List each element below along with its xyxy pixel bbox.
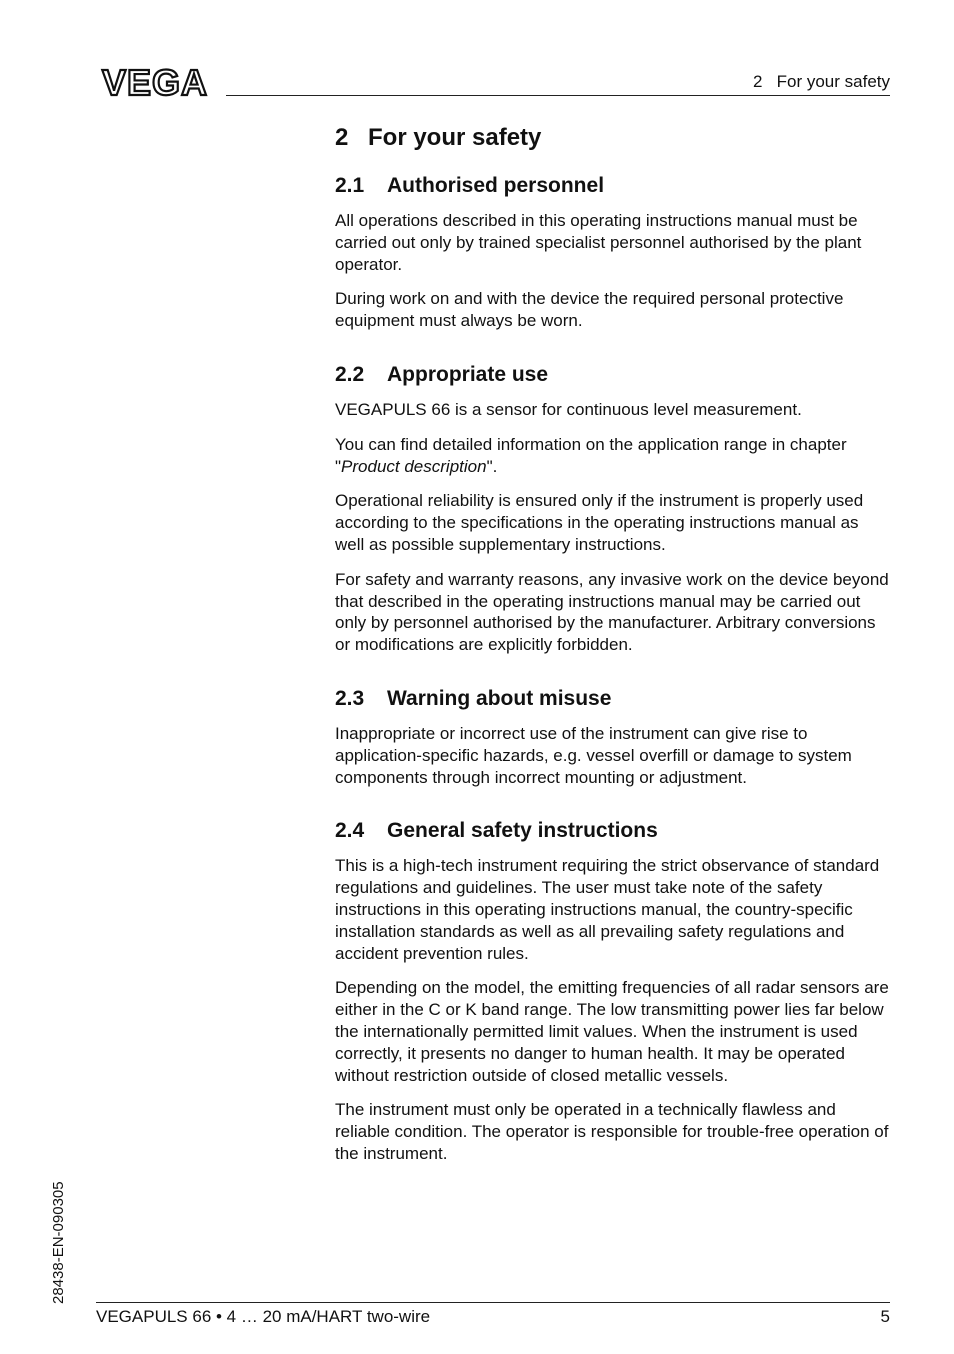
chapter-reference: Product description bbox=[341, 456, 487, 476]
paragraph: For safety and warranty reasons, any invasive work on the device beyond that described in the operating instructions manual may be carried out only by personnel authorised by the manufacturer. Arbitrary conversions or modifications are explicitly forbidden. bbox=[335, 569, 889, 655]
running-header: 2 For your safety bbox=[753, 72, 890, 91]
document-id: 28438-EN-090305 bbox=[50, 1181, 67, 1304]
page-content bbox=[335, 118, 891, 1178]
paragraph: Depending on the model, the emitting frequencies of all radar sensors are either in the C or K band range. The low transmitting power lies far below the internationally permitted limit values. When the instrument is used correctly, it presents no danger to human health. It may be operated without restriction outside of closed metallic vessels. bbox=[335, 978, 889, 1085]
page-number: 5 bbox=[880, 1307, 890, 1326]
paragraph: During work on and with the device the required personal protective equipment must always be worn. bbox=[335, 289, 844, 331]
paragraph: All operations described in this operating instructions manual must be carried out only by trained specialist personnel authorised by the plant operator. bbox=[335, 211, 862, 274]
paragraph: VEGAPULS 66 is a sensor for continuous level measurement. bbox=[335, 399, 802, 419]
chapter-heading: 2 For your safety bbox=[335, 124, 542, 151]
paragraph: The instrument must only be operated in a technically flawless and reliable condition. The operator is responsible for trouble-free operation of the instrument. bbox=[335, 1100, 889, 1163]
section-heading-2-4: 2.4 General safety instructions bbox=[335, 819, 658, 843]
header-rule bbox=[226, 95, 890, 96]
paragraph: This is a high-tech instrument requiring the strict observance of standard regulations and guidelines. The user must take note of the safety instructions in this operating instructions manual, the country-specific installation standards as well as all prevailing safety regulations and accident prevention rules. bbox=[335, 856, 880, 963]
section-heading-2-3: 2.3 Warning about misuse bbox=[335, 686, 612, 710]
paragraph: Inappropriate or incorrect use of the instrument can give rise to application-specific hazards, e.g. vessel overfill or damage to system components through incorrect mounting or adjustment. bbox=[335, 723, 852, 787]
footer-rule bbox=[96, 1302, 890, 1303]
svg-text:VEGA: VEGA bbox=[101, 66, 209, 98]
section-heading-2-1: 2.1 Authorised personnel bbox=[335, 174, 605, 197]
footer-product: VEGAPULS 66 • 4 … 20 mA/HART two-wire bbox=[96, 1307, 431, 1326]
paragraph: Operational reliability is ensured only if the instrument is properly used according to the specifications in the operating instructions manual as well as possible supplementary instructions. bbox=[335, 491, 864, 554]
section-heading-2-2: 2.2 Appropriate use bbox=[335, 362, 549, 386]
paragraph: You can find detailed information on the application range in chapter "Product description". bbox=[335, 434, 847, 476]
vega-logo bbox=[96, 66, 214, 98]
